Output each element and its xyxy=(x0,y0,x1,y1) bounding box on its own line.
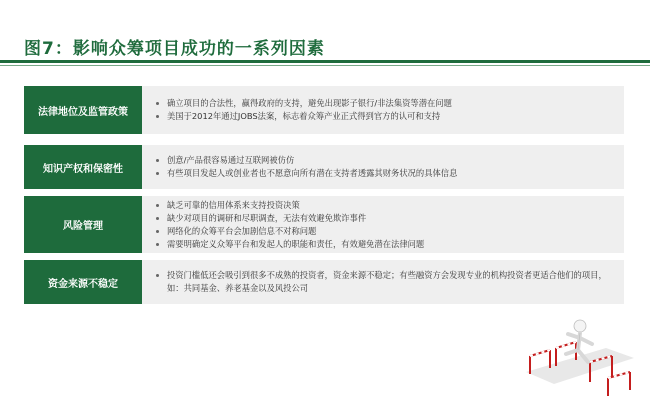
factor-label: 风险管理 xyxy=(24,196,142,253)
hurdle-runner-icon xyxy=(520,312,638,402)
bullet-icon xyxy=(156,274,159,277)
bullet-icon xyxy=(156,204,159,207)
list-item: 有些项目发起人或创业者也不愿意向所有潜在支持者透露其财务状况的具体信息 xyxy=(156,167,614,180)
list-item: 创意/产品很容易通过互联网被仿仿 xyxy=(156,154,614,167)
factor-body xyxy=(142,260,624,304)
factor-label: 知识产权和保密性 xyxy=(24,145,142,189)
bullet-icon xyxy=(156,102,159,105)
bullet-icon xyxy=(156,243,159,246)
list-item: 美国于2012年通过JOBS法案，标志着众筹产业正式得到官方的认可和支持 xyxy=(156,110,614,123)
factor-label: 资金来源不稳定 xyxy=(24,260,142,304)
factor-legal xyxy=(24,86,624,134)
factor-ip xyxy=(24,145,624,189)
factor-funding xyxy=(24,260,624,304)
list-item: 缺乏可靠的信用体系来支持投资决策 xyxy=(156,199,614,212)
bullet-icon xyxy=(156,230,159,233)
factor-body xyxy=(142,196,624,253)
bullet-icon xyxy=(156,159,159,162)
factor-body xyxy=(142,145,624,189)
factor-body xyxy=(142,86,624,134)
list-item: 确立项目的合法性，赢得政府的支持，避免出现影子银行/非法集资等潜在问题 xyxy=(156,97,614,110)
page-title: 图7：影响众筹项目成功的一系列因素 xyxy=(24,39,325,59)
title-divider xyxy=(0,60,650,63)
bullet-icon xyxy=(156,172,159,175)
factor-risk xyxy=(24,196,624,253)
bullet-icon xyxy=(156,217,159,220)
list-item: 网络化的众筹平台会加剧信息不对称问题 xyxy=(156,225,614,238)
title-divider-thin xyxy=(0,65,650,66)
list-item: 需要明确定义众筹平台和发起人的职能和责任，有效避免潜在法律问题 xyxy=(156,238,614,251)
list-item: 缺少对项目的调研和尽职调查，无法有效避免欺诈事件 xyxy=(156,212,614,225)
factor-label: 法律地位及监管政策 xyxy=(24,86,142,134)
list-item: 投资门槛低还会吸引到很多不成熟的投资者，资金来源不稳定；有些融资方会发现专业的机构投资者更适合他们的项目，如：共同基金、养老基金以及风投公司 xyxy=(156,269,614,295)
bullet-icon xyxy=(156,115,159,118)
